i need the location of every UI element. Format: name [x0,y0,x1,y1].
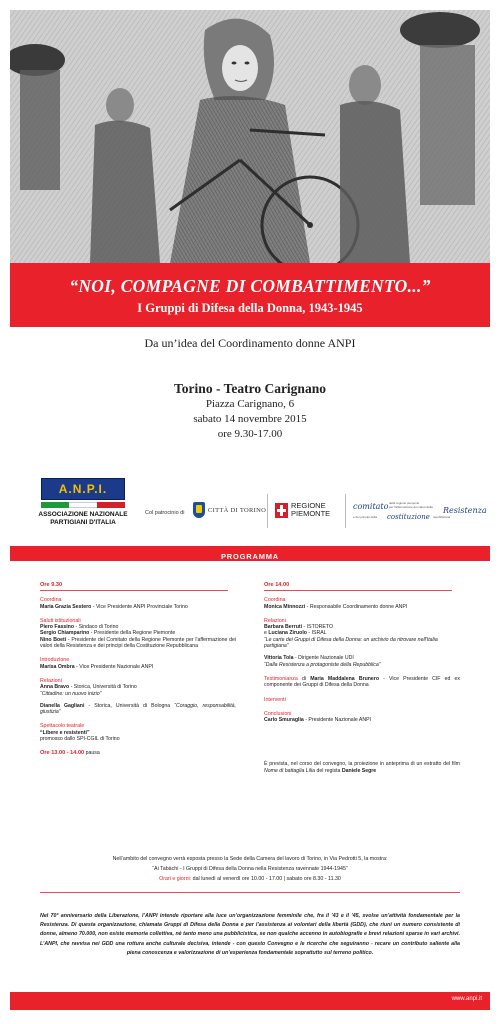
speaker-name: Piero Fassino [40,624,75,631]
comitato-fine-print [389,502,449,509]
show-title: “Libere e resistenti” [40,729,90,736]
testimonianza-block [264,676,460,689]
regione-piemonte-logo [275,502,330,518]
section-head: Testimonianza [264,675,298,682]
speaker-name: Maria Grazia Sestero [40,603,92,610]
speaker-role: - Presidente Nazionale ANPI [303,717,371,724]
talk-title: “Cittadine: un nuovo inizio” [40,690,102,697]
introduzione-block [40,657,236,670]
subtitle: I Gruppi di Difesa della Donna, 1943-1945 [137,301,363,315]
pause-line [40,750,236,756]
program-morning [40,582,236,757]
speaker-role: - Vice Presidente ANPI Provinciale Torino [91,603,188,610]
speaker-role: - ISTORETO [302,624,333,631]
speaker-role: - Storica, Università di Bologna [84,702,175,709]
main-title: “NOI, COMPAGNE DI COMBATTIMENTO...” [69,276,431,296]
logos-row [10,474,490,542]
section-head: Spettacolo teatrale [40,723,85,730]
hero-illustration [10,10,490,263]
hero-sketch [10,10,490,263]
pause-time: Ore 13.00 - 14.00 [40,750,85,757]
venue-block [0,380,500,442]
divider [40,892,460,893]
hours-label: Orari e giorni: [159,876,192,882]
speaker-role: - Dirigente Nazionale UDI [293,655,354,662]
conclusioni-block [264,711,460,724]
film-director: Daniele Segre [341,767,377,774]
costituzione-word: costituzione [387,513,430,521]
torino-name: CITTÀ DI TORINO [208,506,267,514]
section-head: Saluti istituzionali [40,617,81,624]
italian-flag-stripe [41,502,125,508]
regione-cross-icon [275,503,288,518]
speaker-role: - Vice Presidente Nazionale ANPI [74,663,154,670]
speaker-role: - ISRAL [306,630,327,637]
section-head: Relazioni [264,617,286,624]
exhibition-intro: Nell’ambito del convegno verrà esposta presso la Sede della Camera del lavoro di Torino, in Via Pedrotti 5, la mostra: [112,856,388,862]
regione-line1: REGIONE [291,501,326,510]
programma-label: PROGRAMMA [220,552,280,561]
time-underline [40,590,228,591]
idea-line: Da un’idea del Coordinamento donne ANPI [144,336,356,350]
anpi-logo [38,478,128,527]
resistenza-word: Resistenza [443,506,487,515]
regione-name [291,502,330,518]
venue-date: sabato 14 novembre 2015 [193,413,307,425]
exhibition-title: “Ai Tabàchi - I Gruppi di Difesa della Donna nella Resistenza ravennate 1944-1945” [152,866,348,872]
speaker-role: - Presidente della Regione Piemonte [89,630,176,637]
citta-torino-logo [193,502,266,518]
morning-time: Ore 9.30 [40,582,63,588]
anpi-badge: A.N.P.I. [41,478,125,500]
interventi-block [264,697,460,703]
film-note [264,761,460,774]
program-afternoon [264,582,460,774]
film-note-a: È prevista, nel corso del convegno, la proiezione in anteprima di un estratto del film [264,761,460,768]
show-promoter: promosso dallo SPI-CGIL di Torino [40,736,120,743]
title-band [10,263,490,327]
anpi-label-line2: PARTIGIANI D'ITALIA [50,519,116,526]
speaker-name: Monica Minnozzi [264,603,306,610]
speaker-name: Luciana Ziruolo [268,630,307,637]
saluti-block [40,618,236,649]
comitato-fine2: per l'affermazione dei valori della [389,504,433,509]
footer-url-link[interactable]: www.anpi.it [451,996,482,1002]
venue-address: Piazza Carignano, 6 [205,398,295,410]
speaker-role: - Sindaco di Torino [74,624,119,631]
patrocinio-label: Col patrocinio di [145,510,185,516]
comitato-fine1: della regione piemonte [389,501,420,505]
footer-bar [10,992,490,1010]
logo-divider [345,494,346,528]
comitato-resistenza-logo [353,501,487,524]
hours-text: dal lunedì al venerdì ore 10.00 - 17.00 | sabato ore 8.30 - 11.30 [191,876,341,882]
flag-red [97,502,125,508]
section-head: Introduzione [40,657,70,664]
talk-title: “Dalla Resistenza a protagoniste della Repubblica” [264,661,381,668]
anpi-label [38,511,128,527]
speaker-name: Sergio Chiamparino [40,630,90,637]
section-head: Conclusioni [264,710,292,717]
talk-title: “Le carte dei Gruppi di Difesa della Donna: un archivio da ritrovare nell'Italia partigiana” [264,636,438,650]
speaker-role: - Vice Presidente CIF ed ex componente dei Gruppi di Difesa della Donna [264,675,461,689]
relazioni-pm-block [264,618,460,668]
section-head: Relazioni [40,677,62,684]
intro-paragraph: Nel 70° anniversario della Liberazione, l’ANPI intende riportare alla luce un’organizzazione femminile che, fra il ’43 e il ’45, svolse un’attività fondamentale per la Resistenza. Di questa organizzazione, chiamata Gruppi di Difesa della Donna e per l’assistenza ai volontari della libertà (GDD), che riunì un numero consistente di donne, almeno 70.000, non esiste memoria collettiva, né tanto meno una pubblicistica, se non qualche accenno in autobiografie e brevi relazioni sparse in vari archivi. L’ANPI, che ravvisa nei GDD una rottura anche culturale decisiva, intende - con questo Convegno e le ricerche che seguiranno - recare un contributo saliente alla piena conoscenza e valorizzazione di un’esperienza fondamentale soprattutto sul terreno politico. [40,913,460,956]
speaker-name: Anna Bravo [40,684,70,691]
exhibition-block [40,854,460,893]
morning-coordina [40,597,236,610]
venue-name: Torino - Teatro Carignano [174,381,326,396]
speaker-name: Carlo Smuraglia [264,717,304,724]
film-note-b: del regista [315,767,342,774]
section-head: Coordina [40,597,62,604]
speaker-role: - Storica, Università di Torino [69,684,137,691]
speaker-role: - Presidente del Comitato della Regione Piemonte per l'affermazione dei valori della Resistenza e dei principi della Costituzione Repubblicana [40,636,237,650]
venue-hours: ore 9.30-17.00 [217,428,283,440]
film-title: Nome di battaglia Lilia [264,767,316,774]
talk-title: “Coraggio, responsabilità, giustizia” [40,702,236,716]
exhibition-hours [40,874,460,884]
afternoon-time: Ore 14.00 [264,582,290,588]
connector: di [297,675,311,682]
logo-divider [267,494,268,528]
torino-crest-icon [193,502,205,518]
speaker-name: Barbara Berruti [264,624,303,631]
comitato-fine3: repubblicana [433,515,451,519]
conjunction: e [264,630,269,637]
flag-green [41,502,69,508]
section-head: Interventi [264,696,286,703]
comitato-w2: e dei principi della [353,515,378,519]
afternoon-coordina [264,597,460,610]
speaker-name: Vittoria Tola [264,655,294,662]
flag-white [69,502,97,508]
pause-word: pausa [84,750,100,757]
speaker-name: Dianella Gagliani [40,702,85,709]
speaker-role: - Responsabile Coordinamento donne ANPI [305,603,408,610]
speaker-name: Marisa Ombra [40,663,75,670]
speaker-name: Nino Boeti [40,636,67,643]
relazioni-block [40,678,236,715]
anpi-label-line1: ASSOCIAZIONE NAZIONALE [38,511,128,518]
programma-bar [10,546,490,561]
time-underline [264,590,452,591]
regione-line2: PIEMONTE [291,509,331,518]
section-head: Coordina [264,597,286,604]
speaker-name: Maria Maddalena Brunero [310,675,380,682]
comitato-word: comitato [353,502,389,511]
spettacolo-block [40,723,236,742]
